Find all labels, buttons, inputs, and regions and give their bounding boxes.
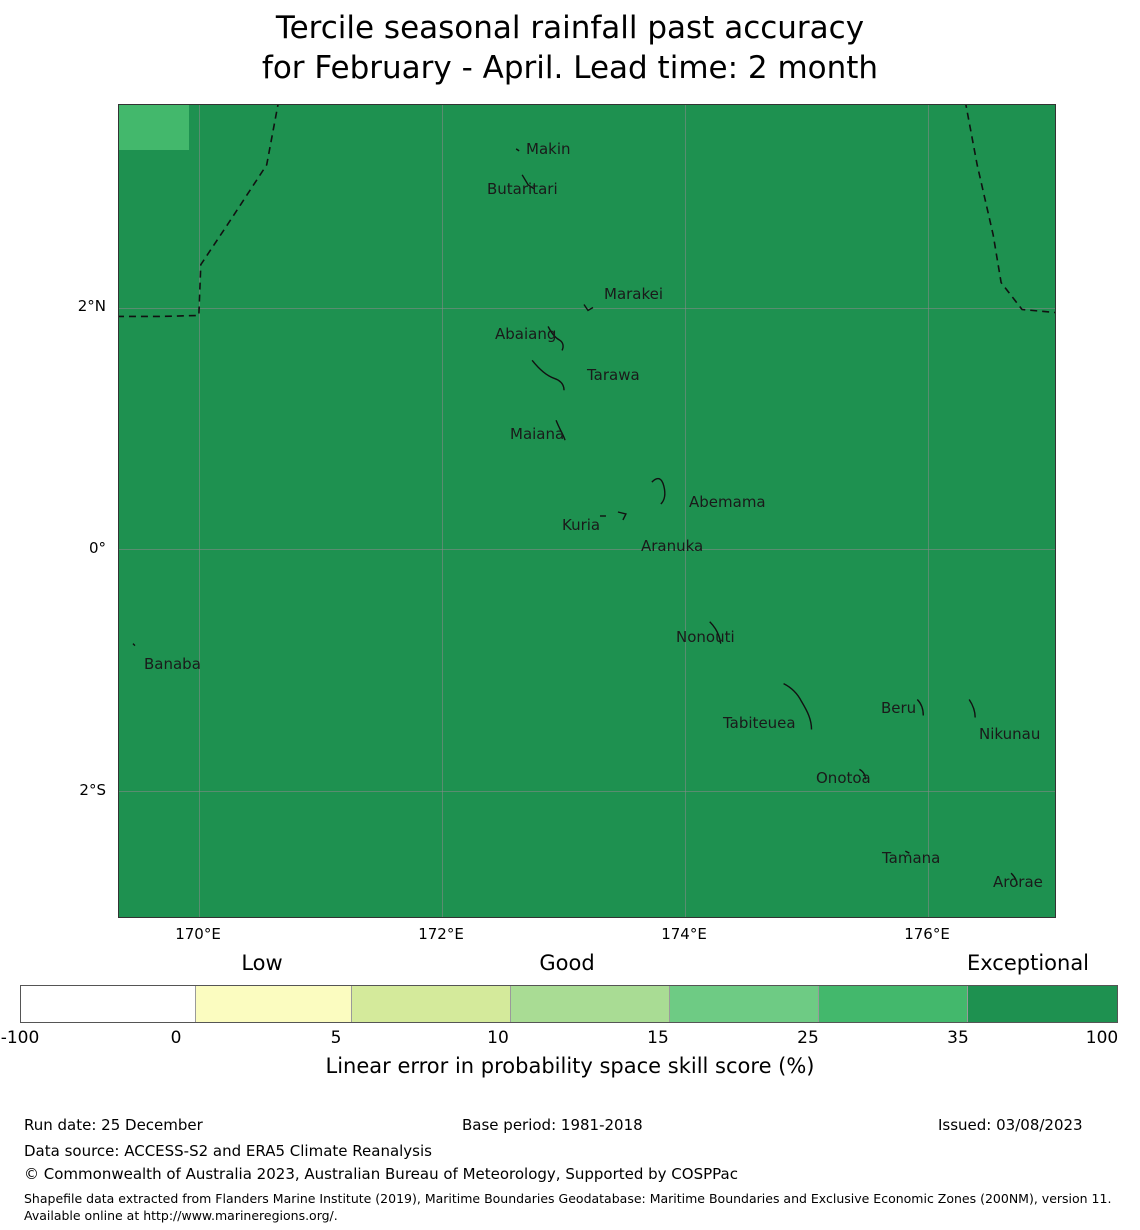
colorbar-tick: 35	[947, 1028, 969, 1048]
gridline-170E	[199, 105, 200, 917]
colorbar-segment	[511, 986, 670, 1022]
map-canvas	[118, 104, 1056, 918]
copyright-notice: © Commonwealth of Australia 2023, Australian Bureau of Meteorology, Supported by COSPPac	[24, 1165, 738, 1183]
eez-boundary-and-coastlines	[119, 105, 1055, 917]
island-label: Kuria	[562, 516, 601, 534]
y-tick-2N: 2°N	[77, 297, 106, 315]
skill-patch-25-35	[119, 105, 189, 150]
island-label: Banaba	[144, 655, 201, 673]
colorbar-tick: 0	[170, 1028, 182, 1048]
colorbar-category-low: Low	[241, 951, 283, 975]
island-label: Tamana	[882, 849, 941, 867]
gridline-2S	[119, 791, 1055, 792]
x-tick-176E: 176°E	[904, 925, 950, 943]
colorbar-segment	[968, 986, 1117, 1022]
x-tick-174E: 174°E	[661, 925, 707, 943]
x-tick-172E: 172°E	[418, 925, 464, 943]
colorbar-tick: 5	[330, 1028, 342, 1048]
colorbar-tick: -100	[0, 1028, 40, 1048]
gridline-176E	[928, 105, 929, 917]
island-label: Arorae	[993, 873, 1043, 891]
island-label: Makin	[526, 140, 571, 158]
colorbar-segment	[21, 986, 196, 1022]
island-label: Tabiteuea	[723, 714, 796, 732]
issued-date: Issued: 03/08/2023	[938, 1116, 1083, 1134]
page-title: Tercile seasonal rainfall past accuracy for February - April. Lead time: 2 month	[261, 10, 879, 86]
y-tick-0: 0°	[88, 539, 106, 557]
colorbar-tick: 15	[647, 1028, 669, 1048]
colorbar-title: Linear error in probability space skill score (%)	[325, 1054, 815, 1078]
island-label: Tarawa	[587, 366, 640, 384]
gridline-174E	[685, 105, 686, 917]
data-source: Data source: ACCESS-S2 and ERA5 Climate Reanalysis	[24, 1142, 432, 1160]
colorbar-segment	[819, 986, 968, 1022]
island-label: Nikunau	[979, 725, 1041, 743]
run-date: Run date: 25 December	[24, 1116, 203, 1134]
island-label: Aranuka	[641, 537, 704, 555]
gridline-0	[119, 549, 1055, 550]
colorbar-tick: 100	[1085, 1028, 1119, 1048]
y-tick-2S: 2°S	[79, 781, 106, 799]
island-label: Onotoa	[816, 769, 871, 787]
island-label: Butaritari	[487, 180, 558, 198]
gridline-172E	[442, 105, 443, 917]
colorbar-category-good: Good	[539, 951, 595, 975]
island-label: Nonouti	[676, 628, 735, 646]
island-label: Beru	[881, 699, 917, 717]
shapefile-note: Shapefile data extracted from Flanders Marine Institute (2019), Maritime Boundaries Geodatabase: Maritime Boundaries and Exclusive Economic Zones (200NM), version 11. Available online at http://www.marineregions.org/.	[24, 1191, 1112, 1223]
island-label: Abaiang	[495, 325, 557, 343]
colorbar-segment	[352, 986, 511, 1022]
island-label: Abemama	[689, 493, 766, 511]
x-tick-170E: 170°E	[175, 925, 221, 943]
colorbar-category-exceptional: Exceptional	[966, 951, 1090, 975]
colorbar-tick: 25	[797, 1028, 819, 1048]
colorbar	[20, 985, 1118, 1023]
colorbar-segment	[196, 986, 352, 1022]
base-period: Base period: 1981-2018	[462, 1116, 643, 1134]
island-label: Maiana	[510, 425, 565, 443]
gridline-2N	[119, 308, 1055, 309]
colorbar-tick: 10	[487, 1028, 509, 1048]
island-label: Marakei	[604, 285, 664, 303]
colorbar-segment	[670, 986, 819, 1022]
